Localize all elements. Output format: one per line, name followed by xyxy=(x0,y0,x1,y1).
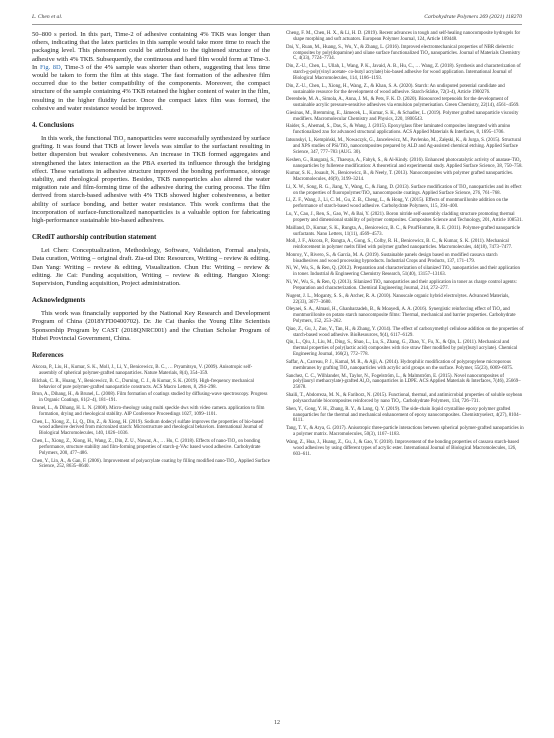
header-rule xyxy=(32,24,522,25)
reference-item: Oleyaei, S. A., Almasi, H., Ghanbarzadeh, B., & Moayedi, A. A. (2016). Synergistic reinforcing effect of TiO₂ and montmorillonite on potato starch nanocomposite films: Thermal, mechanical and barrier properties. Carbohydrate Polymers, 152, 253–262. xyxy=(286,307,516,325)
references-list-right xyxy=(286,31,524,459)
reference-item: Chen, L., Xiong, Z., Xiong, H., Wang, Z., Din, Z. U., Nawaz, A., … Hu, C. (2018). Effects of nano-TiO₂ on bonding performance, structure stability and film-forming properties of starch-g-VAc based wood adhesive. Carbohydrate Polymers, 200, 477–486. xyxy=(32,439,261,456)
conclusions-heading: 4. Conclusions xyxy=(32,122,74,130)
reference-item: Brunel, L., & Dihang, H. L. N. (2008). Micro-rheology using multi speckle dws with video camera. application to film formation, drying and rheological stability. AIP Conference Proceedings 1027, 1099–1101. xyxy=(32,405,265,417)
reference-item: Chen, Y., Lin, A., & Gan, F. (2006). Improvement of polyacrylate coating by filling modified nano-TiO₂. Applied Surface Science, 252, 8635–8640. xyxy=(32,458,270,470)
reference-item: Mailland, D., Kumar, S. K., Rungta, A., Benicewicz, B. C., & Prud'Homme, R. E. (2011). Polymer-grafted nanoparticle surfactants. Nano Letters, 11(11), 4569–4573. xyxy=(286,225,521,237)
reference-item: Kumar, S. K., Jouault, N., Benicewicz, B., & Neely, T. (2013). Nanocomposites with polymer grafted nanoparticles. Macromolecules, 46(9), 3199–3214. xyxy=(286,171,514,183)
reference-item: Sanchez, C. C., Wilhlander, M., Taylor, N., Fogelström, L., & Malmström, E. (2015). Novel nanocomposites of poly(lauryl methacrylate)-grafted Al₂O₃ nanoparticles in LDPE. ACS Applied Materials & Interfaces, 7(46), 25669–25678. xyxy=(286,373,521,391)
reference-item: Derenbele, M. A., Simola, A., Anna, J. M., & Pets, F. K. D. (2020). Biosourced terpenoids for the development of sustainable acrylic pressure-sensitive adhesives via emulsion polymerisation. Green Chemistry, 22(14), 4561–4569. xyxy=(286,97,520,109)
reference-item: Chen, L., Xiong, Z., Li, Q., Din, Z., & Xiong, H. (2019). Sodium dodecyl sulfate improves the properties of bio-based wood adhesive derived from micronized starch: Microstructure and rheological behaviors. International Journal of Biological Macromolecules, 140, 1026–1036. xyxy=(32,419,264,437)
reference-item: Dai, Y., Ruan, M., Huang, S., Wu, Y., & Zhang, L. (2016). Improved electromechanical properties of NBR dielectric composites by poly(dopamine) and silane surface functionalized TiO₂ nanoparticles. Journal of Materials Chemistry C, 4(33), 7724–7734. xyxy=(286,44,521,62)
left-column xyxy=(32,31,270,472)
reference-item: Giesinas, M., Bremming, E., Jámecek, L., Kumar, S. K., & Schadler, L. (2019). Polymer grafted nanoparticle viscosity modifiers. Macromolecular Chemistry and Physics, 220, 1800543. xyxy=(286,110,519,122)
reference-item: Ni, W., Wu, S., & Ren, Q. (2013). Silanized TiO₂ nanoparticles and their application in toner as charge control agents: Preparation and characterization. Chemical Engineering Journal, 214, 272–277. xyxy=(286,280,517,291)
running-header-journal: Carbohydrate Polymers 269 (2021) 118270 xyxy=(424,14,522,20)
conclusions-paragraph: In this work, the functional TiO₂ nanoparticles were successfully synthesized by surface grafting. It was found that TKB at lower levels was similar to the surfactant resulting in better dispersion but weaker cohesiveness. An increase in TKB formed aggregates and strengthened the latex interaction as the PBA exerted its influence through the bridging effect. These variations in adhesive structure improved the bonding performance, storage stability, and rheological properties. Besides, TKB nanoparticles also altered the water migration rate and film-forming time of the adhesive during the curing process. The film derived from starch-based adhesive with 4% TKB showed higher cohesiveness, a better ability of surface bonding, and better water resistance. This work confirms that the incorporation of surface-functionalized nanoparticles is a valuable option for fabricating high-performance sustainable bio-based adhesives. xyxy=(32,135,270,225)
reference-item: Shen, Y., Gong, Y. H., Zhang, R. Y., & Lang, Q. Y. (2019). The side-chain liquid crystalline epoxy polymer grafted nanoparticles for the thermal and mechanical enhancement of epoxy nanocomposites. Chemistryselect, 4(27), 8104–8111. xyxy=(286,406,522,424)
references-list-left xyxy=(32,365,270,470)
reference-item: Akcora, P., Liu, H., Kumar, S. K., Moll, J., Li, Y., Benicewicz, B. C., … Pryamitsyn, V. (2009). Anisotropic self-assembly of spherical polymer-grafted nanoparticles. Nature Materials, 8(4), 354–359. xyxy=(32,365,253,376)
reference-item: Shaili, T., Abdorreza, M. N., & Fariborz, N. (2015). Functional, thermal, and antimicrobial properties of soluble soybean polysaccharide biocomposites reinforced by nano TiO₂. Carbohydrate Polymers, 134, 726–731. xyxy=(286,393,523,404)
reference-item: Qin, L., Qiu, J., Liu, M., Ding, S., Shao, L., Lu, S., Zhang, G., Zhao, Y., Fu, X., & Qin, L. (2011). Mechanical and thermal properties of poly(lactic acid) composites with rice straw fiber modified by poly(butyl acrylate). Chemical Engineering Journal, 166(2), 772–778. xyxy=(286,340,518,358)
reference-item: Bilchak, C. R., Huang, Y., Benicewicz, B. C., Durning, C. J., & Kumar, S. K. (2019). High-frequency mechanical behavior of pure polymer-grafted nanoparticle constructs. ACS Macro Letters, 8, 294–298. xyxy=(32,378,255,390)
references-heading: References xyxy=(32,352,64,360)
reference-item: Ni, W., Wu, S., & Ren, Q. (2012). Preparation and characterization of silanized TiO₂ nanoparticles and their application in toner. Industrial & Engineering Chemistry Research, 51(40), 13157–13163. xyxy=(286,266,520,278)
credit-paragraph: Lei Chen: Conceptualization, Methodology, Software, Validation, Formal analysis, Data curation, Writing – original draft. Zia-ud Din: Resources, Writing – review & editing. Dan Yang: Writing – review & editing, Visualization. Chun Hu: Writing – review & editing. Jie Cai: Funding acquisition, Writing – review & editing. Hanguo Xiong: Supervision, Funding acquisition, Project administration. xyxy=(32,247,270,288)
reference-item: Tang, T. Y., & Arya, G. (2017). Anisotropic three-particle interactions between spherical polymer-grafted nanoparticles in a polymer matrix. Macromolecules, 50(3), 1167–1183. xyxy=(286,426,524,438)
reference-item: Wang, Z., Hua, J., Huang, Z., Gu, J., & Gao, Y. (2018). Improvement of the bonding properties of cassava starch-based wood adhesives by using different types of acrylic ester. International Journal of Biological Macromolecules, 126, 603–611. xyxy=(286,439,519,457)
reference-item: Din, Z.-U., Chen, L., Ullah, I., Wang, P. K., Javaid, A. B., Hu, C., … Wang, Z. (2018). Synthesis and characterization of starch-g-poly(vinyl acetate- co-butyl acrylate) bio-based adhesive for wood application. International Journal of Biological Macromolecules, 114, 1186–1193. xyxy=(286,64,521,81)
reference-item: Cheng, F. M., Chen, H. X., & Li, H. D. (2019). Recent advances in tough and self-healing nanocomposite hydrogels for shape morphing and soft actuators. European Polymer Journal, 124, Article 109448. xyxy=(286,31,521,42)
reference-item: Haider, S., Ahemad, S., Das, S., & Wang, J. (2015). Epoxy/glass fiber laminated composites integrated with amino functionalized zno for advanced structural applications. ACS Applied Materials & Interfaces, 8, 1695–1706. xyxy=(286,124,511,136)
figure-8d-link[interactable]: Fig. 8D xyxy=(39,63,61,71)
reference-item: Brun, A., Dihang, H., & Brunel, L. (2008). Film formation of coatings studied by diffusing-wave spectroscopy. Progress in Organic Coatings, 61(2–4), 181–191. xyxy=(32,392,268,404)
reference-item: Lu, Y., Cao, J., Ren, S., Gao, W., & Bai, Y. (2021). Boron nitride self-assembly cladding structure promoting thermal property and dimensional stability of polymer composites. Composites Science and Technology, 201, Article 108531. xyxy=(286,212,523,223)
acknowledgments-heading: Acknowledgments xyxy=(32,297,86,305)
reference-item: Nugent, J. L., Moganty, S. S., & Archer, R. A. (2010). Nanoscale organic hybrid electrolytes. Advanced Materials, 22(33), 3677–3680. xyxy=(286,293,510,305)
results-paragraph-post: , Time-3 of the 4% sample was shorter than others, suggesting that less time would be taken to form the film at this stage. The fast formation of the adhesive film occurred due to the better compatibility of the components. Moreover, the compact structure of the sample containing 4% TKB retained the higher content of water in the film, resulting in the higher fluidity factor. Once the compact latex film was formed, the cohesive and water resistance would be improved. xyxy=(32,63,270,112)
reference-item: Monroy, Y., Rivero, S., & García, M. A. (2019). Sustainable panels design based on modified cassava starch bioadhesives and wood processing byproducts. Industrial Crops and Products, 137, 171–179. xyxy=(286,252,498,264)
acknowledgments-paragraph: This work was financially supported by the National Key Research and Development Program of China (2018YFD0400702). Dr. Jie Cai thanks the Young Elite Scientists Sponsorship Program by CAST (2018QNRC001) and the Chutian Scholar Program of Hubei Provincial Government, China. xyxy=(32,310,270,342)
reference-item: Qiao, Z., Gu, J., Zuo, Y., Tan, H., & Zhang, Y. (2014). The effect of carboxymethyl cellulose addition on the properties of starch-based wood adhesive. BioResources, 9(4), 6117–6129. xyxy=(286,326,524,338)
reference-item: Li, Z. F., Wang, J., Li, C. M., Gu, Z. B., Cheng, L., & Hong, Y. (2015). Effects of montmorillonite addition on the performance of starch-based wood adhesive. Carbohydrate Polymers, 115, 394–400. xyxy=(286,198,509,210)
reference-item: Li, X. W., Song, R. G., Jiang, Y., Wang, C., & Jiang, D. (2013). Surface modification of TiO₂ nanoparticles and its effect on the properties of fluoropolymer/TiO₂ nanocomposite coatings. Applied Surface Science, 276, 761–768. xyxy=(286,184,522,196)
page-number: 12 xyxy=(274,720,280,726)
results-paragraph xyxy=(32,31,270,113)
credit-heading: CRediT authorship contribution statement xyxy=(32,234,157,242)
reference-item: Din, Z.-U., Chen, L., Xiong, H., Wang, Z., & Khan, S. A. (2020). Starch: An undisputed potential candidate and sustainable resource for the development of wood adhesive. Starch-Stärke, 72(3-4), Article 1900276. xyxy=(286,83,505,95)
reference-item: Keshen, G., Rangaraj, S., Thaeuya, A., Fabyk, S., & Al-Kindy. (2016). Enhanced photocatalytic activity of anatase-TiO₂ nanoparticles by fullerene modification: A theoretical and experimental study. Applied Surface Science, 38, 750–758. xyxy=(286,157,523,169)
reference-item: Moll, J. F., Akcora, P., Rungta, A., Gong, S., Colby, R. H., Benicewicz, B. C., & Kumar, S. K. (2011). Mechanical reinforcement in polymer melts filled with polymer grafted nanoparticles. Macromolecules, 44(18), 7473–7477. xyxy=(286,239,513,251)
reference-item: Saffar, A., Carreau, P. J., Kamal, M. R., & Ajji, A. (2014). Hydrophilic modification of polypropylene microporous membranes by grafting TiO₂ nanoparticles with acrylic acid groups on the surface. Polymer, 55(23), 6069–6075. xyxy=(286,359,514,371)
reference-item: Iatsunskyi, I., Kempiński, M., Nowaczyk, G., Jancelewicz, M., Pavlenko, M., Załęski, K., & Jurga, S. (2015). Structural and XPS studies of PSi/TiO₂ nanocomposites prepared by ALD and Ag-assisted chemical etching. Applied Surface Science, 347, 777–783 (AUG. 30). xyxy=(286,138,522,155)
results-paragraph-pre: 50–800 s period. In this part, Time-2 of adhesive containing 4% TKB was longer than others, indicating that the latex particles in this sample would take more time to reach the packaging level. This phenomenon could be attributed to the tightened structure of the adhesive with 4% TKB. Subsequently, the continuous and hard film would form at Time-3. In xyxy=(32,31,270,71)
running-header-authors: L. Chen et al. xyxy=(32,14,63,20)
